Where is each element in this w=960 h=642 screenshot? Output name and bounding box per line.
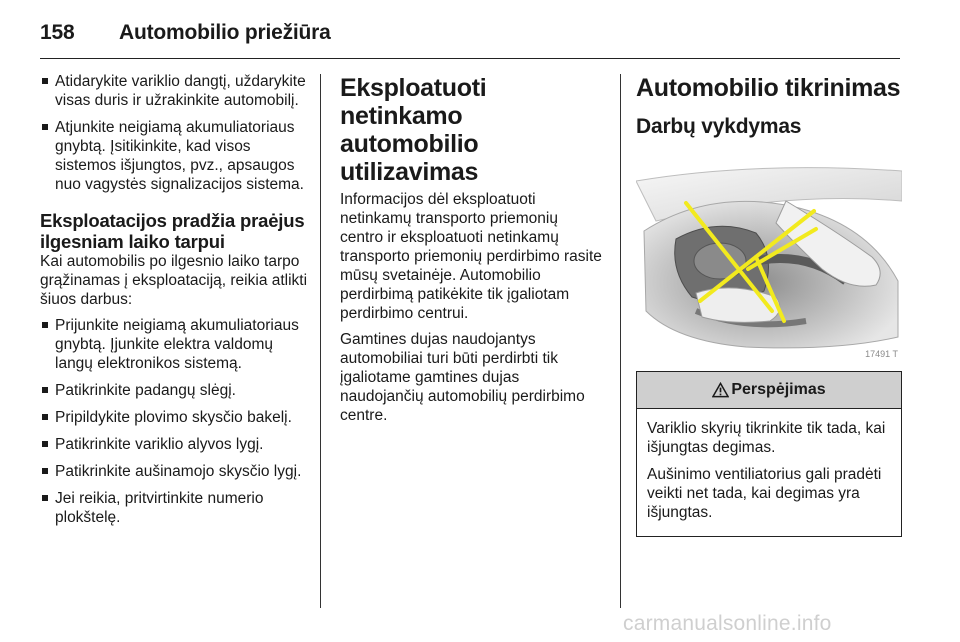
engine-bay-illustration	[636, 161, 902, 363]
square-bullet-icon	[42, 468, 48, 474]
list-item: Prijunkite neigiamą akumuliatoriaus gnybtą. Įjunkite elektra valdomų langų elektronikos sistemą.	[40, 316, 312, 373]
warning-paragraph: Aušinimo ventiliatorius gali pradėti veikti net tada, kai degimas yra išjungtas.	[647, 466, 882, 521]
square-bullet-icon	[42, 124, 48, 130]
square-bullet-icon	[42, 78, 48, 84]
warning-title: Perspėjimas	[731, 381, 826, 398]
section-heading: Eksploatacijos pradžia praėjus ilgesniam laiko tarpui	[40, 210, 305, 252]
paragraph: Gamtines dujas naudojantys automobiliai turi būti perdirbti tik įgaliotame gamtines dujas naudojančių automobilių perdirbimo centre.	[340, 331, 585, 424]
paragraph: Informacijos dėl eksploatuoti netinkamų transporto priemonių centro ir eksploatuoti netinkamų transporto priemonių perdirbimo rasite mūsų svetainėje. Automobilio perdirbimą patikėkite tik įgaliotam perdirbimo centrui.	[340, 191, 602, 322]
column-divider	[620, 74, 621, 608]
list-item: Atjunkite neigiamą akumuliatoriaus gnybtą. Įsitikinkite, kad visos sistemos išjungtos, pvz., apsaugos nuo vagystės signalizacijos sistema.	[40, 118, 312, 194]
section-heading: Automobilio tikrinimas	[636, 74, 901, 102]
illustration-label: 17491 T	[865, 349, 898, 359]
subsection-heading: Darbų vykdymas	[636, 115, 802, 138]
list-item: Patikrinkite aušinamojo skysčio lygį.	[40, 462, 312, 481]
warning-body	[637, 409, 901, 536]
list-item: Jei reikia, pritvirtinkite numerio plokštelę.	[40, 489, 312, 527]
list-item: Pripildykite plovimo skysčio bakelį.	[40, 408, 312, 427]
warning-paragraph: Variklio skyrių tikrinkite tik tada, kai išjungtas degimas.	[647, 420, 886, 456]
page-title: Automobilio priežiūra	[119, 21, 331, 44]
column-2	[340, 72, 604, 432]
square-bullet-icon	[42, 495, 48, 501]
square-bullet-icon	[42, 322, 48, 328]
section-heading: Eksploatuoti netinkamo automobilio utilizavimas	[340, 74, 487, 186]
page-number: 158	[40, 21, 75, 44]
column-1	[40, 72, 312, 535]
list-item: Patikrinkite variklio alyvos lygį.	[40, 435, 312, 454]
column-3	[636, 72, 902, 537]
section-intro: Kai automobilis po ilgesnio laiko tarpo grąžinamas į eksploataciją, reikia atlikti šiuos darbus:	[40, 253, 308, 308]
watermark: carmanualsonline.info	[623, 612, 832, 635]
warning-header	[637, 372, 901, 409]
bullet-list-bottom	[40, 316, 312, 527]
list-item: Patikrinkite padangų slėgį.	[40, 381, 312, 400]
engine-bay-icon	[636, 161, 902, 363]
bullet-list-top	[40, 72, 312, 194]
warning-box	[636, 371, 902, 537]
square-bullet-icon	[42, 441, 48, 447]
page-header	[40, 14, 900, 59]
column-divider	[320, 74, 321, 608]
warning-triangle-icon	[712, 382, 729, 398]
square-bullet-icon	[42, 387, 48, 393]
square-bullet-icon	[42, 414, 48, 420]
list-item: Atidarykite variklio dangtį, uždarykite visas duris ir užrakinkite automobilį.	[40, 72, 312, 110]
